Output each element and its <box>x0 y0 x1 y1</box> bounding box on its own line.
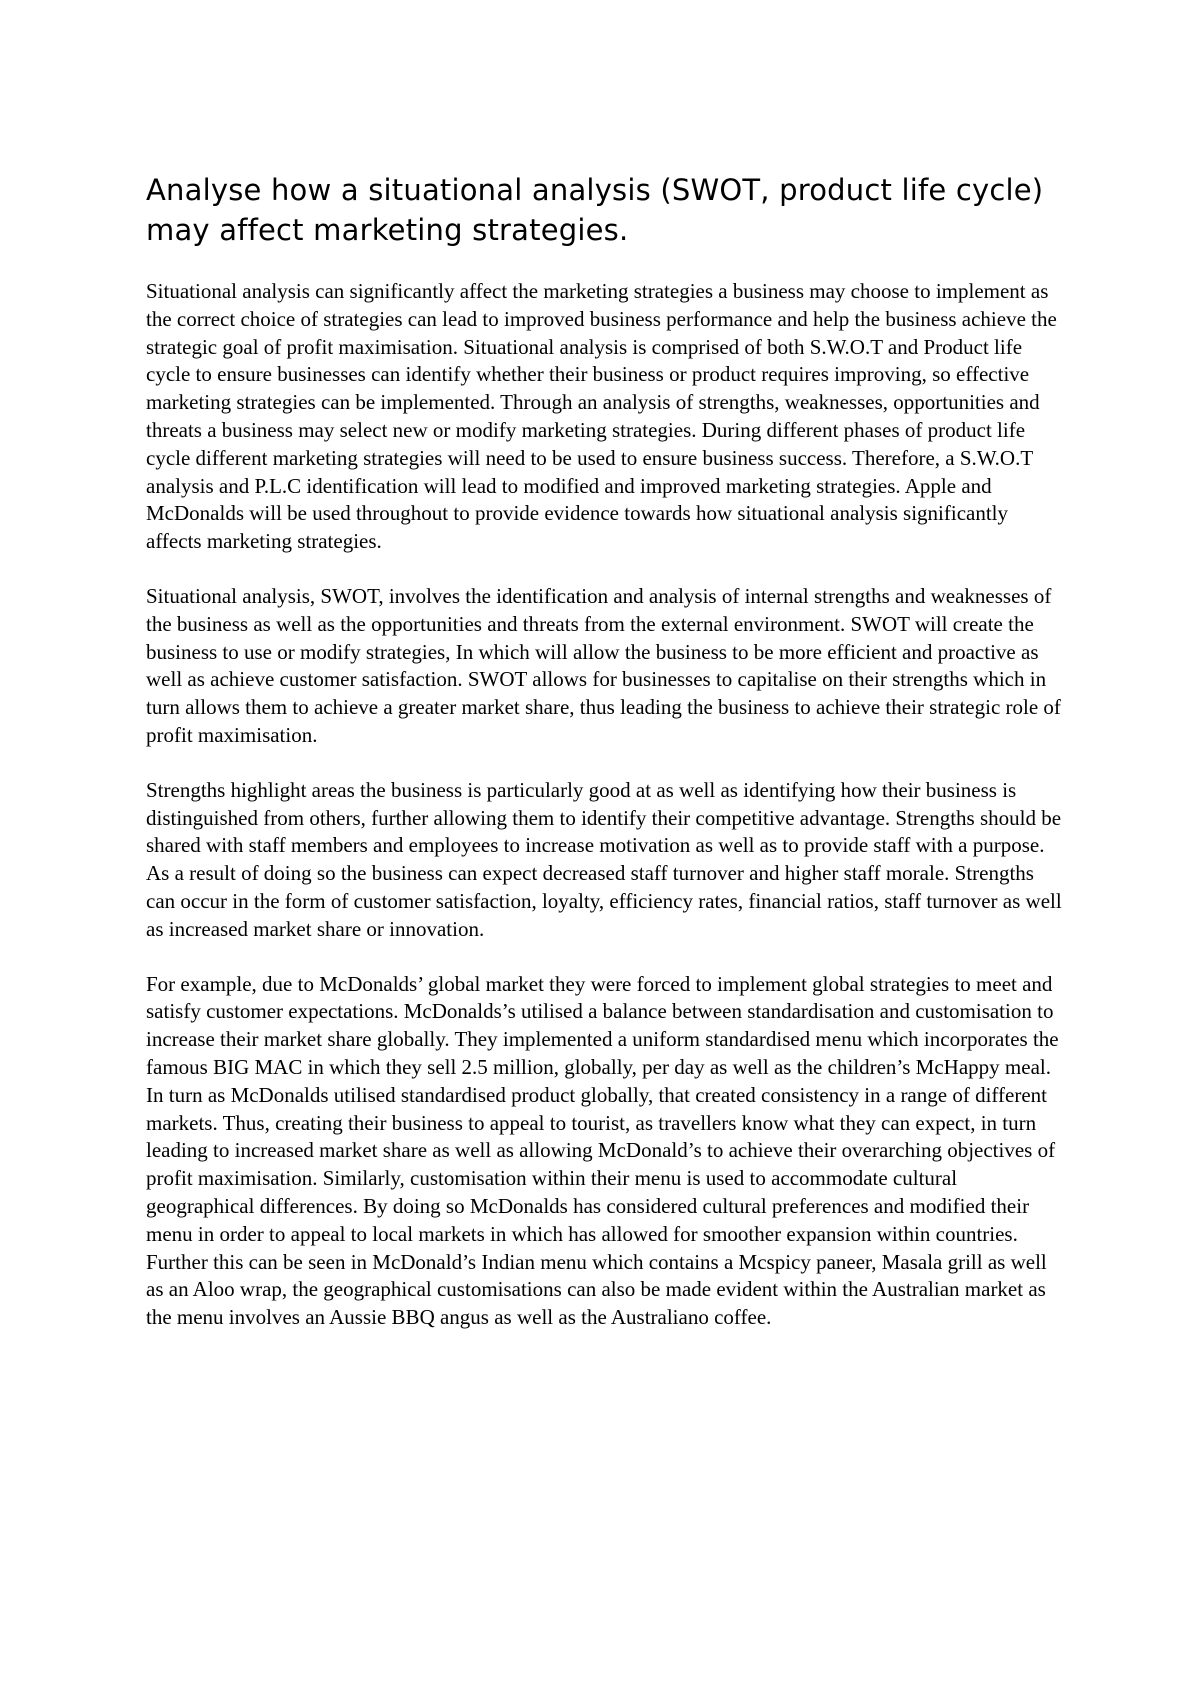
document-title: Analyse how a situational analysis (SWOT, product life cycle) may affect marketing strategies. <box>146 173 1044 247</box>
paragraph-introduction: Situational analysis can significantly affect the marketing strategies a business may choose to implement as the correct choice of strategies can lead to improved business performance and help the business achieve the strategic goal of profit maximisation. Situational analysis is comprised of both S.W.O.T and Product life cycle to ensure businesses can identify whether their business or product requires improving, so effective marketing strategies can be implemented. Through an analysis of strengths, weaknesses, opportunities and threats a business may select new or modify marketing strategies. During different phases of product life cycle different marketing strategies will need to be used to ensure business success. Therefore, a S.W.O.T analysis and P.L.C identification will lead to modified and improved marketing strategies. Apple and McDonalds will be used throughout to provide evidence towards how situational analysis significantly affects marketing strategies. <box>146 279 1057 554</box>
paragraph-mcdonalds-example: For example, due to McDonalds’ global market they were forced to implement global strategies to meet and satisfy customer expectations. McDonalds’s utilised a balance between standardisation and customisation to increase their market share globally. They implemented a uniform standardised menu which incorporates the famous BIG MAC in which they sell 2.5 million, globally, per day as well as the children’s McHappy meal. In turn as McDonalds utilised standardised product globally, that created consistency in a range of different markets. Thus, creating their business to appeal to tourist, as travellers know what they can expect, in turn leading to increased market share as well as allowing McDonald’s to achieve their overarching objectives of profit maximisation. Similarly, customisation within their menu is used to accommodate cultural geographical differences. By doing so McDonalds has considered cultural preferences and modified their menu in order to appeal to local markets in which has allowed for smoother expansion within countries. Further this can be seen in McDonald’s Indian menu which contains a Mcspicy paneer, Masala grill as well as an Aloo wrap, the geographical customisations can also be made evident within the Australian market as the menu involves an Aussie BBQ angus as well as the Australiano coffee. <box>146 971 1059 1330</box>
paragraph-swot-overview: Situational analysis, SWOT, involves the identification and analysis of internal strengths and weaknesses of the business as well as the opportunities and threats from the external environment. SWOT will create the business to use or modify strategies, In which will allow the business to be more efficient and proactive as well as achieve customer satisfaction. SWOT allows for businesses to capitalise on their strengths which in turn allows them to achieve a greater market share, thus leading the business to achieve their strategic role of profit maximisation. <box>146 583 1061 747</box>
document-body <box>146 170 1066 1359</box>
paragraph-strengths: Strengths highlight areas the business is particularly good at as well as identifying how their business is distinguished from others, further allowing them to identify their competitive advantage. Strengths should be shared with staff members and employees to increase motivation as well as to provide staff with a purpose. As a result of doing so the business can expect decreased staff turnover and higher staff morale. Strengths can occur in the form of customer satisfaction, loyalty, efficiency rates, financial ratios, staff turnover as well as increased market share or innovation. <box>146 777 1062 941</box>
